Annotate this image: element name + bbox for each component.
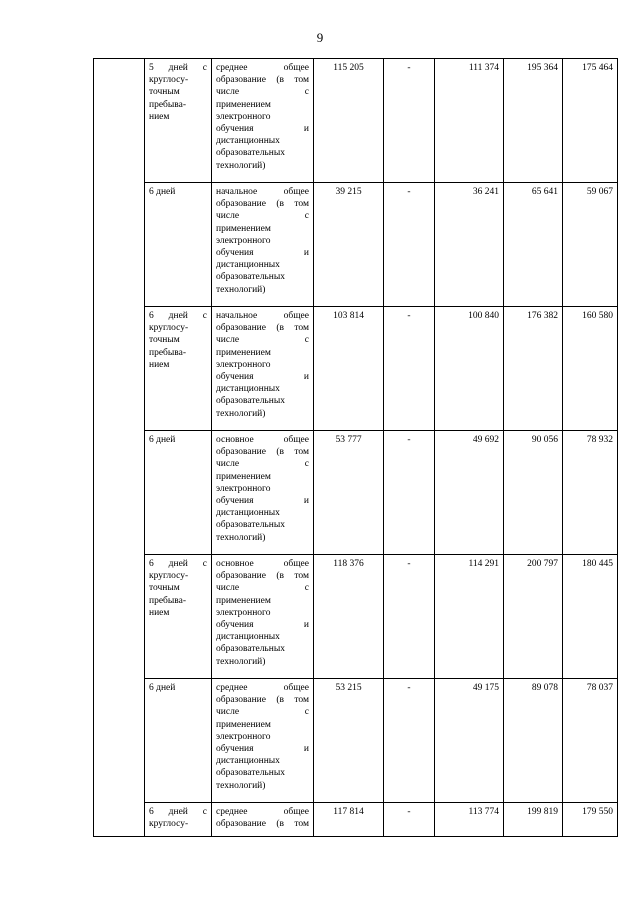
education-line: образовательных <box>216 396 285 407</box>
education-line: применением <box>216 471 271 482</box>
days-cell <box>145 183 212 307</box>
education-line: числе с <box>216 459 309 470</box>
education-line: электронного <box>216 359 271 370</box>
days-cell <box>145 679 212 803</box>
value-cell-v1: 39 215 <box>314 183 384 307</box>
value-cell-v5: 59 067 <box>563 183 618 307</box>
education-cell <box>212 307 314 431</box>
education-line: образование (в том <box>216 819 309 830</box>
days-line: точным <box>149 335 180 346</box>
table-row <box>94 183 618 307</box>
education-line: образование (в том <box>216 571 309 582</box>
education-line: образование (в том <box>216 695 309 706</box>
education-line: дистанционных <box>216 136 280 147</box>
education-line: среднее общее <box>216 63 309 73</box>
value-cell-v3: 113 774 <box>435 803 504 837</box>
value-cell-v3: 49 175 <box>435 679 504 803</box>
education-cell <box>212 183 314 307</box>
education-line: применением <box>216 719 271 730</box>
value-cell-v3: 111 374 <box>435 59 504 183</box>
education-line: образовательных <box>216 644 285 655</box>
value-cell-v5: 78 932 <box>563 431 618 555</box>
education-line: технологий) <box>216 532 266 543</box>
education-line: основное общее <box>216 559 309 569</box>
education-line: дистанционных <box>216 632 280 643</box>
empty-cell <box>94 59 145 837</box>
value-cell-v2: - <box>384 307 435 431</box>
education-line: числе с <box>216 335 309 346</box>
value-cell-v2: - <box>384 183 435 307</box>
education-line: электронного <box>216 235 271 246</box>
education-line: применением <box>216 99 271 110</box>
education-line: применением <box>216 595 271 606</box>
days-line: круглосу- <box>149 75 189 86</box>
table-row <box>94 803 618 837</box>
days-line: точным <box>149 87 180 98</box>
value-cell-v2: - <box>384 431 435 555</box>
value-cell-v3: 100 840 <box>435 307 504 431</box>
value-cell-v2: - <box>384 59 435 183</box>
education-line: образование (в том <box>216 447 309 458</box>
education-line: начальное общее <box>216 311 309 321</box>
days-line: 6 дней с <box>149 807 207 817</box>
table-row <box>94 679 618 803</box>
days-line: точным <box>149 583 180 594</box>
education-cell <box>212 679 314 803</box>
days-cell <box>145 555 212 679</box>
days-line: 6 дней с <box>149 311 207 321</box>
value-cell-v1: 115 205 <box>314 59 384 183</box>
value-cell-v4: 90 056 <box>504 431 563 555</box>
days-line: 6 дней <box>149 435 176 445</box>
days-line: 5 дней с <box>149 63 207 73</box>
value-cell-v3: 114 291 <box>435 555 504 679</box>
days-cell <box>145 59 212 183</box>
education-line: технологий) <box>216 408 266 419</box>
value-cell-v3: 36 241 <box>435 183 504 307</box>
education-line: числе с <box>216 211 309 222</box>
value-cell-v4: 195 364 <box>504 59 563 183</box>
education-line: образовательных <box>216 272 285 283</box>
value-cell-v1: 118 376 <box>314 555 384 679</box>
value-cell-v5: 78 037 <box>563 679 618 803</box>
value-cell-v1: 53 777 <box>314 431 384 555</box>
education-cell <box>212 431 314 555</box>
education-line: числе с <box>216 87 309 98</box>
value-cell-v5: 179 550 <box>563 803 618 837</box>
value-cell-v2: - <box>384 555 435 679</box>
value-cell-v4: 176 382 <box>504 307 563 431</box>
tariff-table-body <box>94 59 618 837</box>
days-line: круглосу- <box>149 819 189 830</box>
table-row <box>94 307 618 431</box>
days-line: пребыва- <box>149 595 187 606</box>
education-line: электронного <box>216 483 271 494</box>
value-cell-v4: 65 641 <box>504 183 563 307</box>
value-cell-v2: - <box>384 803 435 837</box>
value-cell-v1: 103 814 <box>314 307 384 431</box>
days-line: 6 дней с <box>149 559 207 569</box>
education-line: дистанционных <box>216 756 280 767</box>
value-cell-v4: 199 819 <box>504 803 563 837</box>
education-line: применением <box>216 347 271 358</box>
education-line: электронного <box>216 731 271 742</box>
education-line: обучения и <box>216 744 309 755</box>
education-line: обучения и <box>216 496 309 507</box>
education-line: среднее общее <box>216 683 309 693</box>
value-cell-v5: 180 445 <box>563 555 618 679</box>
education-line: электронного <box>216 111 271 122</box>
education-line: образовательных <box>216 520 285 531</box>
value-cell-v1: 117 814 <box>314 803 384 837</box>
education-line: применением <box>216 223 271 234</box>
value-cell-v1: 53 215 <box>314 679 384 803</box>
education-line: основное общее <box>216 435 309 445</box>
value-cell-v4: 89 078 <box>504 679 563 803</box>
education-cell <box>212 59 314 183</box>
education-line: технологий) <box>216 160 266 171</box>
days-line: нием <box>149 607 170 618</box>
days-line: пребыва- <box>149 99 187 110</box>
education-line: числе с <box>216 583 309 594</box>
education-line: начальное общее <box>216 187 309 197</box>
education-line: числе с <box>216 707 309 718</box>
days-cell <box>145 803 212 837</box>
education-line: обучения и <box>216 372 309 383</box>
education-line: технологий) <box>216 284 266 295</box>
education-line: технологий) <box>216 656 266 667</box>
days-line: круглосу- <box>149 571 189 582</box>
education-line: образование (в том <box>216 75 309 86</box>
education-line: образовательных <box>216 768 285 779</box>
days-cell <box>145 307 212 431</box>
education-line: образование (в том <box>216 323 309 334</box>
table-row <box>94 59 618 183</box>
value-cell-v5: 160 580 <box>563 307 618 431</box>
value-cell-v5: 175 464 <box>563 59 618 183</box>
page-number: 9 <box>316 30 324 45</box>
days-cell <box>145 431 212 555</box>
education-line: обучения и <box>216 248 309 259</box>
days-line: нием <box>149 359 170 370</box>
value-cell-v2: - <box>384 679 435 803</box>
education-line: технологий) <box>216 780 266 791</box>
education-line: образовательных <box>216 148 285 159</box>
days-line: нием <box>149 111 170 122</box>
education-line: дистанционных <box>216 384 280 395</box>
education-cell <box>212 555 314 679</box>
education-line: среднее общее <box>216 807 309 817</box>
days-line: 6 дней <box>149 187 176 197</box>
tariff-table <box>93 58 618 837</box>
days-line: круглосу- <box>149 323 189 334</box>
education-line: дистанционных <box>216 508 280 519</box>
table-row <box>94 555 618 679</box>
education-line: обучения и <box>216 620 309 631</box>
education-line: дистанционных <box>216 260 280 271</box>
table-row <box>94 431 618 555</box>
days-line: 6 дней <box>149 683 176 693</box>
days-line: пребыва- <box>149 347 187 358</box>
value-cell-v4: 200 797 <box>504 555 563 679</box>
value-cell-v3: 49 692 <box>435 431 504 555</box>
education-cell <box>212 803 314 837</box>
education-line: обучения и <box>216 124 309 135</box>
education-line: образование (в том <box>216 199 309 210</box>
education-line: электронного <box>216 607 271 618</box>
